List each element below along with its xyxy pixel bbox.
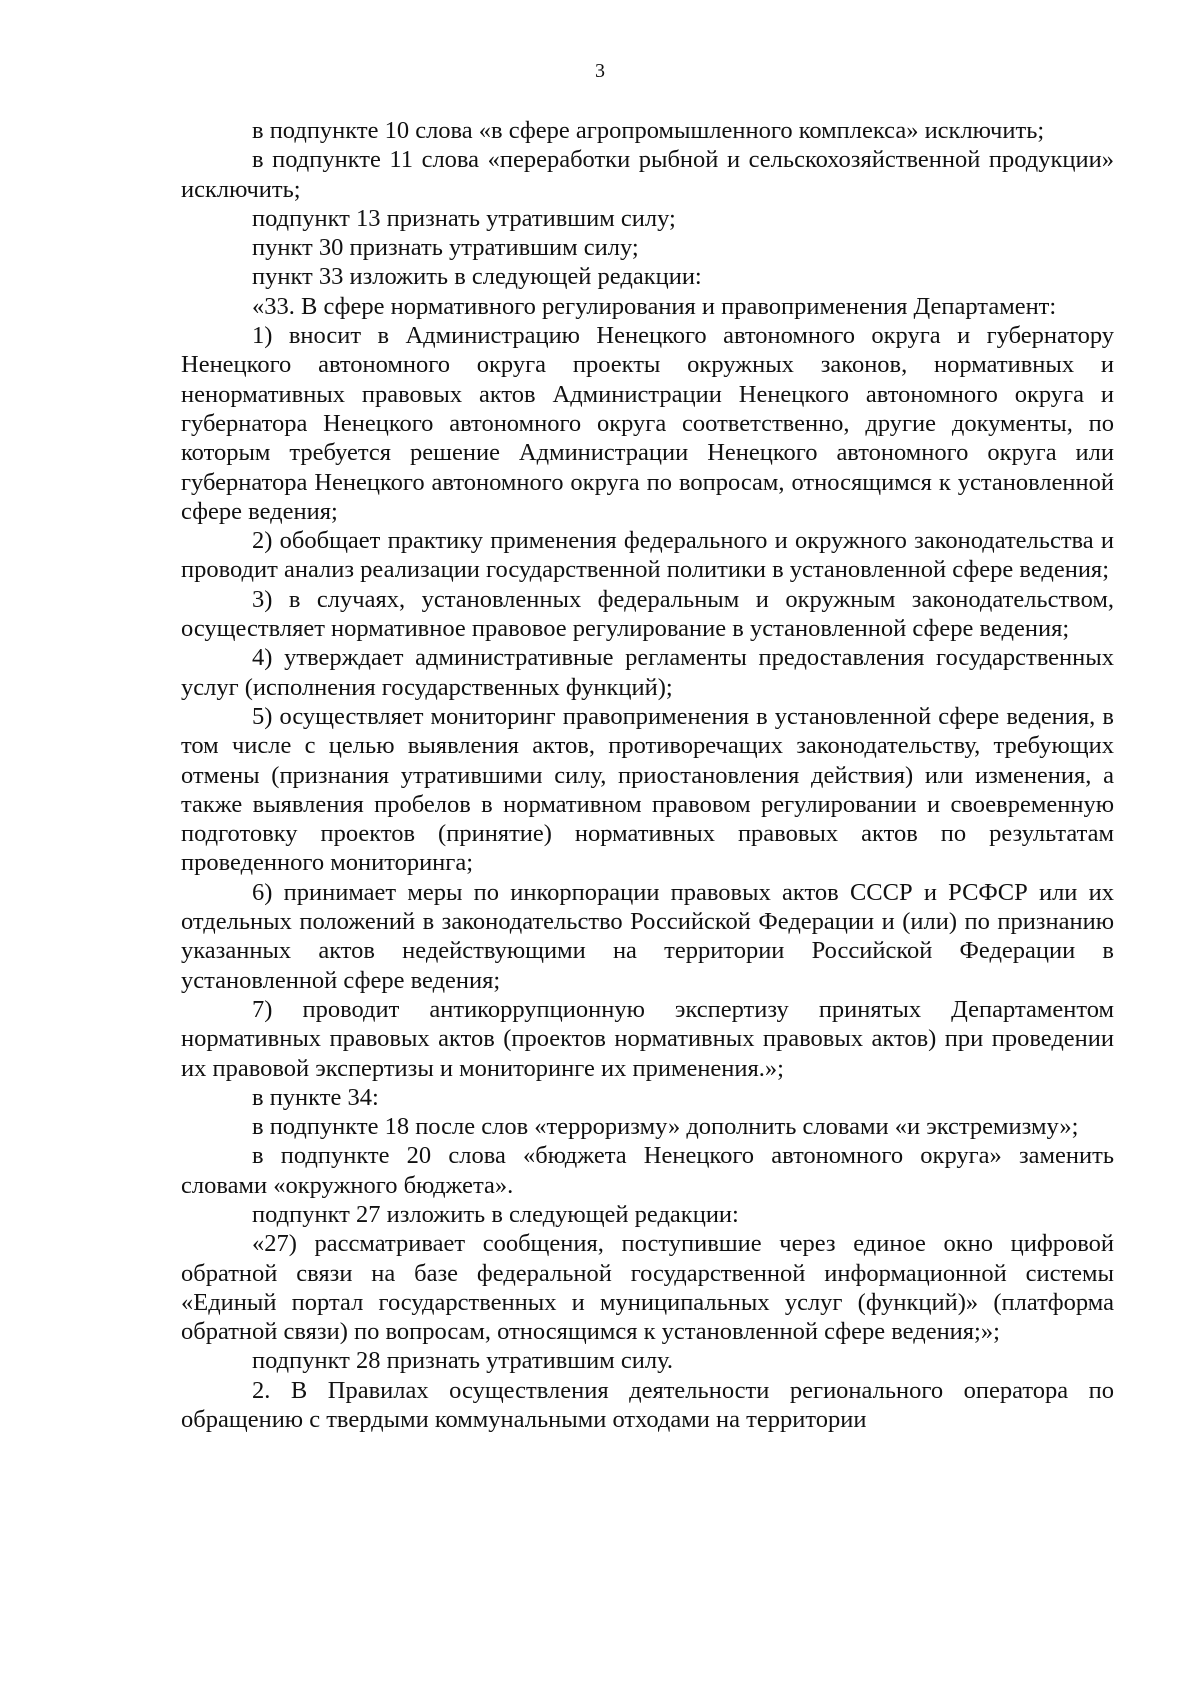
paragraph: 1) вносит в Администрацию Ненецкого автономного округа и губернатору Ненецкого автономного округа проекты окружных законов, нормативных и ненормативных правовых актов Администрации Ненецкого автономного округа и губернатора Ненецкого автономного округа соответственно, другие документы, по которым требуется решение Администрации Ненецкого автономного округа или губернатора Ненецкого автономного округа по вопросам, относящимся к установленной сфере ведения; [181,322,1114,525]
paragraph: в подпункте 20 слова «бюджета Ненецкого автономного округа» заменить словами «окружного бюджета». [181,1142,1114,1199]
paragraph: 7) проводит антикоррупционную экспертизу принятых Департаментом нормативных правовых актов (проектов нормативных правовых актов) при проведении их правовой экспертизы и мониторинге их применения.»; [181,995,1114,1082]
paragraph: в пункте 34: [252,1083,379,1111]
paragraph: пункт 30 признать утратившим силу; [252,234,639,262]
paragraph: «27) рассматривает сообщения, поступившие через единое окно цифровой обратной связи на базе федеральной государственной информационной системы «Единый портал государственных и муниципальных услуг (функций)» (платформа обратной связи) по вопросам, относящимся к установленной сфере ведения;»; [181,1230,1114,1346]
paragraph: 5) осуществляет мониторинг правоприменения в установленной сфере ведения, в том числе с целью выявления актов, противоречащих законодательству, требующих отмены (признания утратившими силу, приостановления действия) или изменения, а также выявления пробелов в нормативном правовом регулировании и своевременную подготовку проектов (принятие) нормативных правовых актов по результатам проведенного мониторинга; [181,702,1114,877]
paragraph: подпункт 28 признать утратившим силу. [252,1347,674,1375]
paragraph: 3) в случаях, установленных федеральным и окружным законодательством, осуществляет нормативное правовое регулирование в установленной сфере ведения; [181,585,1114,643]
paragraph: в подпункте 11 слова «переработки рыбной и сельскохозяйственной продукции» исключить; [181,146,1114,203]
paragraph: 2. В Правилах осуществления деятельности регионального оператора по обращению с твердыми коммунальными отходами на территории [181,1376,1114,1434]
paragraph: 6) принимает меры по инкорпорации правовых актов СССР и РСФСР или их отдельных положений в законодательство Российской Федерации и (или) по признанию указанных актов недействующими на территории Российской Федерации в установленной сфере ведения; [181,878,1114,994]
paragraph: подпункт 13 признать утратившим силу; [252,204,676,232]
paragraph: «33. В сфере нормативного регулирования и правоприменения Департамент: [252,292,1057,320]
document-body [181,116,1114,1434]
paragraph: подпункт 27 изложить в следующей редакции: [252,1200,739,1228]
paragraph: пункт 33 изложить в следующей редакции: [252,263,702,291]
paragraph: 4) утверждает административные регламенты предоставления государственных услуг (исполнения государственных функций); [181,644,1114,701]
paragraph: 2) обобщает практику применения федерального и окружного законодательства и проводит анализ реализации государственной политики в установленной сфере ведения; [181,527,1114,584]
page-number: 3 [595,60,605,82]
paragraph: в подпункте 10 слова «в сфере агропромышленного комплекса» исключить; [252,117,1045,144]
paragraph: в подпункте 18 после слов «терроризму» дополнить словами «и экстремизму»; [252,1113,1079,1141]
